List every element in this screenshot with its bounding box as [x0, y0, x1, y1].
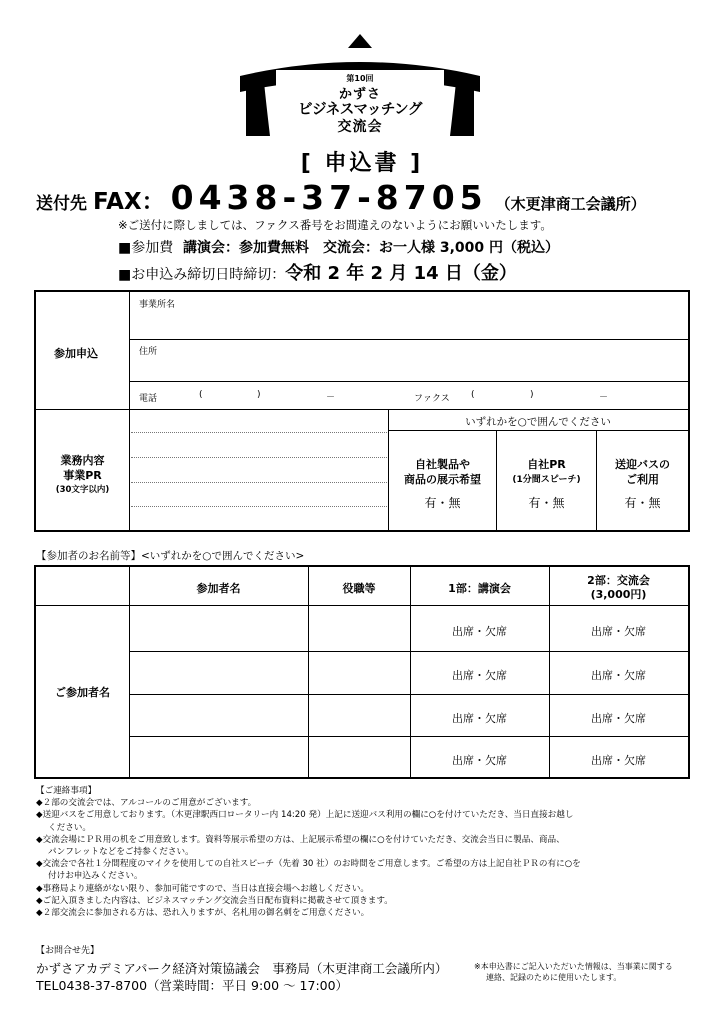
fax-field[interactable] [466, 383, 686, 408]
option-pr-title-1: 自社PR [527, 458, 566, 471]
company-name-field[interactable] [131, 310, 686, 338]
option-display-title-2: 商品の展示希望 [404, 473, 481, 486]
header-part1: 1部：講演会 [448, 582, 511, 595]
business-label-3: (30文字以内) [55, 485, 110, 495]
company-name-label: 事業所名 [139, 300, 176, 310]
participants-row-label: ご参加者名 [55, 686, 110, 699]
option-bus-title-1: 送迎バスの [615, 458, 670, 471]
document-title: [ 申込書 ] [300, 151, 424, 176]
header-part2-line1: 2部：交流会 [587, 574, 650, 587]
participant-title-field[interactable] [310, 607, 409, 650]
fax-paren-close: ) [530, 390, 534, 400]
fax-destination-label: 送付先 [36, 194, 87, 214]
participant-name-field[interactable] [131, 738, 307, 776]
option-bus-title-2: ご利用 [626, 473, 659, 486]
fax-organization: （木更津商工会議所） [495, 195, 646, 213]
logo-edition: 第10回 [346, 74, 374, 83]
contact-phone: TEL0438-37-8700（営業時間：平日 9:00 ～ 17:00） [36, 978, 349, 993]
contact-organization: かずさアカデミアパーク経済対策協議会 事務局（木更津商工会議所内） [36, 961, 448, 976]
fee-line [118, 237, 559, 257]
deadline-line [118, 259, 517, 285]
participant-name-field[interactable] [131, 653, 307, 693]
header-participant-name: 参加者名 [196, 582, 241, 595]
logo-line-1: かずさ [338, 87, 381, 102]
row4-part2-choice[interactable]: 出席・欠席 [591, 754, 646, 767]
note-item: ◆交流会場にＰＲ用の机をご用意致します。資料等展示希望の方は、上記展示希望の欄に○を付けていただき、交流会当日に製品、商品、 [36, 834, 565, 845]
application-section-label: 参加申込 [54, 347, 98, 360]
note-item: パンフレットなどをご持参ください。 [48, 847, 194, 858]
participant-name-field[interactable] [131, 607, 307, 650]
participant-name-field[interactable] [131, 696, 307, 735]
option-display-choice[interactable]: 有・無 [424, 496, 461, 510]
option-display-title-1: 自社製品や [415, 458, 470, 471]
business-label-2: 事業PR [63, 469, 102, 482]
address-field[interactable] [131, 354, 686, 380]
fax-number: 0438-37-8705 [170, 178, 488, 217]
roof-triangle [348, 34, 372, 48]
header-title: 役職等 [342, 582, 376, 595]
row3-part2-choice[interactable]: 出席・欠席 [591, 712, 646, 725]
event-logo [236, 32, 484, 138]
application-form [34, 290, 690, 532]
phone-field[interactable] [196, 383, 396, 408]
notes-heading: 【ご連絡事項】 [36, 786, 97, 796]
fax-field-label: ファクス [414, 394, 450, 404]
note-item: 付けお申込みください。 [48, 871, 143, 882]
privacy-note [474, 961, 673, 983]
privacy-line-2: 連絡、記録のために使用いたします。 [486, 973, 622, 982]
option-pr-choice[interactable]: 有・無 [528, 496, 565, 510]
row3-part1-choice[interactable]: 出席・欠席 [452, 712, 507, 725]
row1-part2-choice[interactable]: 出席・欠席 [591, 625, 646, 638]
address-label: 住所 [139, 347, 158, 357]
logo-line-3: 交流会 [337, 119, 383, 135]
note-item: ◆２部の交流会では、アルコールのご用意がございます。 [36, 798, 257, 809]
participants-table [34, 565, 690, 779]
privacy-line-1: ※本申込書にご記入いただいた情報は、当事業に関する [474, 962, 673, 971]
row4-part1-choice[interactable]: 出席・欠席 [452, 754, 507, 767]
fax-destination [36, 178, 696, 217]
fax-paren-open: ( [471, 390, 475, 400]
phone-label: 電話 [139, 394, 158, 404]
contact-heading: 【お問合せ先】 [36, 946, 100, 956]
notes-section [36, 785, 696, 919]
participant-title-field[interactable] [310, 653, 409, 693]
business-pr-field[interactable] [131, 411, 387, 529]
fee-label: ■参加費 [118, 240, 174, 256]
fax-label: FAX： [93, 189, 165, 215]
note-item: ◆交流会で各社１分間程度のマイクを使用しての自社スピーチ（先着 30 社）のお時間をご用意します。ご希望の方は上記自社ＰＲの有に○を [36, 859, 581, 870]
choose-instruction: いずれかを○で囲んでください [465, 416, 611, 428]
phone-paren-open: ( [199, 390, 203, 400]
business-label-1: 業務内容 [60, 454, 105, 467]
header-part2-line2: (3,000円) [590, 588, 647, 601]
participants-caption: 【参加者のお名前等】<いずれかを○で囲んでください> [36, 550, 305, 562]
note-item: ◆送迎バスをご用意しております。（木更津駅西口ロータリー内 14:20 発）上記に送迎バス利用の欄に○を付けていただき、当日直接お越し [36, 810, 574, 821]
participant-title-field[interactable] [310, 696, 409, 735]
note-item: ください。 [48, 822, 91, 833]
note-item: ◆事務局より連絡がない限り、参加可能ですので、当日は直接会場へお越しください。 [36, 883, 370, 894]
deadline-label: ■お申込み締切日時締切： [118, 267, 286, 283]
logo-line-2: ビジネスマッチング [298, 102, 422, 118]
row1-part1-choice[interactable]: 出席・欠席 [452, 625, 507, 638]
row2-part2-choice[interactable]: 出席・欠席 [591, 669, 646, 682]
phone-paren-close: ) [257, 390, 261, 400]
deadline-date: 令和 2 年 2 月 14 日（金） [285, 263, 517, 284]
note-item: ◆ご記入頂きました内容は、ビジネスマッチング交流会当日配布資料に掲載させて頂きます。 [36, 895, 393, 906]
option-bus-choice[interactable]: 有・無 [624, 496, 661, 510]
fax-dash: － [599, 393, 609, 403]
note-item: ◆２部交流会に参加される方は、恐れ入りますが、名札用の御名刺をご用意ください。 [36, 908, 370, 919]
fax-notice: ※ご送付に際しましては、ファクス番号をお間違えのないようにお願いいたします。 [118, 218, 552, 232]
fee-text: 講演会：参加費無料 交流会：お一人様 3,000 円（税込） [182, 240, 560, 256]
option-pr-title-2: (1分間スピーチ) [512, 475, 581, 485]
participant-title-field[interactable] [310, 738, 409, 776]
row2-part1-choice[interactable]: 出席・欠席 [452, 669, 507, 682]
phone-dash: － [326, 393, 336, 403]
